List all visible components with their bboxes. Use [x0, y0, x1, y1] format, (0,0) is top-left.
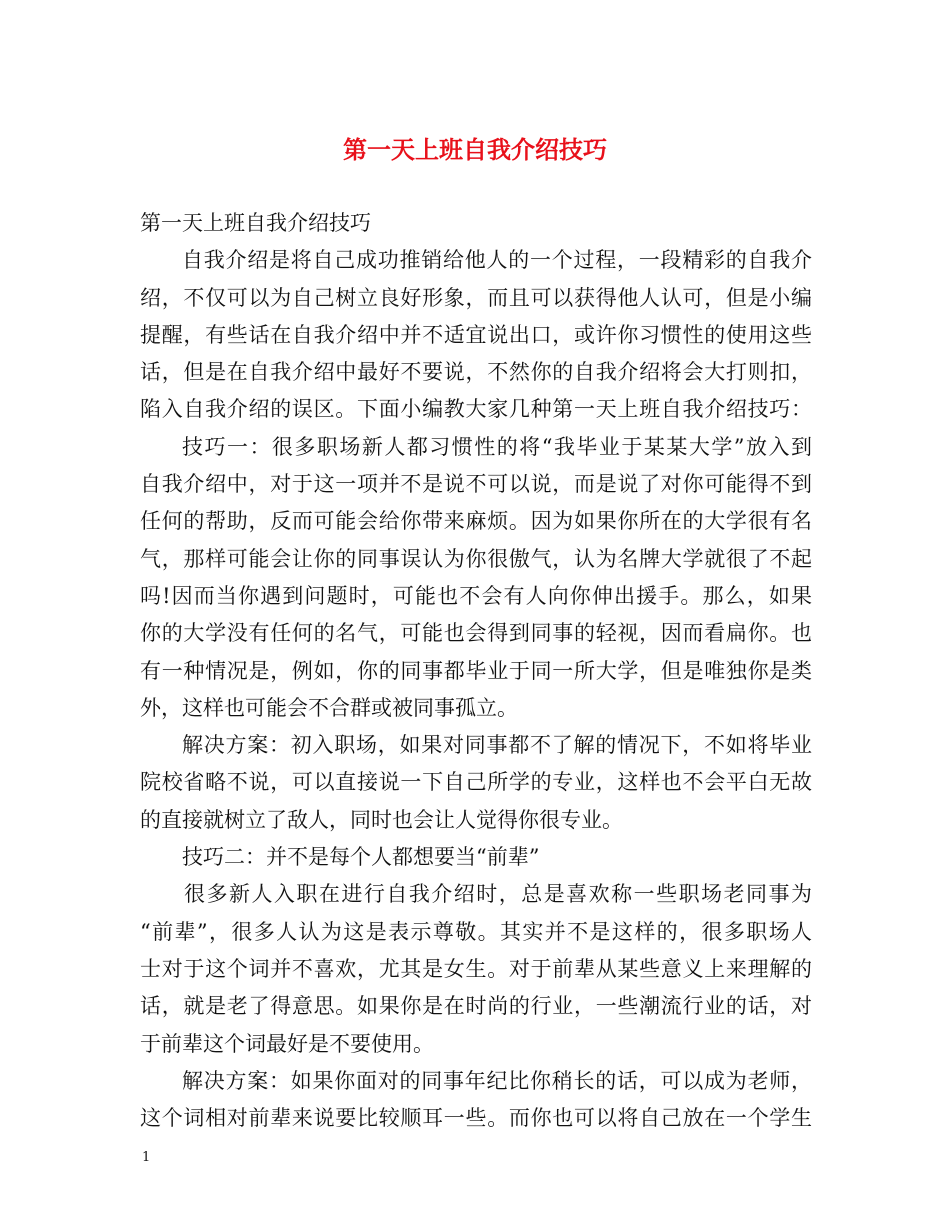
body-text-line: 你的大学没有任何的名气，可能也会得到同事的轻视，因而看扁你。也 [140, 621, 812, 646]
body-text-line: 这个词相对前辈来说要比较顺耳一些。而你也可以将自己放在一个学生 [140, 1106, 812, 1131]
body-text-line: 吗!因而当你遇到问题时，可能也不会有人向你伸出援手。那么，如果 [140, 583, 812, 608]
body-text-line: 自我介绍是将自己成功推销给他人的一个过程，一段精彩的自我介 [182, 248, 812, 273]
body-text-line: 技巧一：很多职场新人都习惯性的将“我毕业于某某大学”放入到 [182, 434, 812, 459]
body-text-line: 外，这样也可能会不合群或被同事孤立。 [140, 695, 518, 720]
body-text-line: 气，那样可能会让你的同事误认为你很傲气，认为名牌大学就很了不起 [140, 546, 812, 571]
body-text-line: 绍，不仅可以为自己树立良好形象，而且可以获得他人认可，但是小编 [140, 285, 812, 310]
body-text-line: 第一天上班自我介绍技巧 [140, 211, 371, 235]
body-text-line: 技巧二：并不是每个人都想要当“前辈” [182, 845, 540, 870]
page-number: 1 [142, 1150, 151, 1165]
body-text-line: 提醒，有些话在自我介绍中并不适宜说出口，或许你习惯性的使用这些 [140, 322, 812, 347]
body-text-line: 的直接就树立了敌人，同时也会让人觉得你很专业。 [140, 807, 623, 832]
body-text-line: 于前辈这个词最好是不要使用。 [140, 1031, 434, 1056]
body-text-line: 士对于这个词并不喜欢，尤其是女生。对于前辈从某些意义上来理解的 [140, 956, 812, 981]
body-text-line: 自我介绍中，对于这一项并不是说不可以说，而是说了对你可能得不到 [140, 472, 812, 497]
body-text-line: 很多新人入职在进行自我介绍时，总是喜欢称一些职场老同事为 [184, 882, 812, 907]
body-text-line: 解决方案：如果你面对的同事年纪比你稍长的话，可以成为老师， [182, 1068, 812, 1093]
document-body [140, 205, 812, 1137]
body-text-line: 话，但是在自我介绍中最好不要说，不然你的自我介绍将会大打则扣， [140, 360, 812, 385]
body-text-line: “前辈”，很多人认为这是表示尊敬。其实并不是这样的，很多职场人 [140, 919, 812, 944]
body-text-line: 有一种情况是，例如，你的同事都毕业于同一所大学，但是唯独你是类 [140, 658, 812, 683]
document-title: 第一天上班自我介绍技巧 [343, 135, 607, 164]
body-text-line: 话，就是老了得意思。如果你是在时尚的行业，一些潮流行业的话，对 [140, 994, 812, 1019]
body-text-line: 院校省略不说，可以直接说一下自己所学的专业，这样也不会平白无故 [140, 770, 812, 795]
body-text-line: 解决方案：初入职场，如果对同事都不了解的情况下，不如将毕业 [182, 733, 812, 758]
body-text-line: 任何的帮助，反而可能会给你带来麻烦。因为如果你所在的大学很有名 [140, 509, 812, 534]
body-text-line: 陷入自我介绍的误区。下面小编教大家几种第一天上班自我介绍技巧： [140, 397, 812, 422]
